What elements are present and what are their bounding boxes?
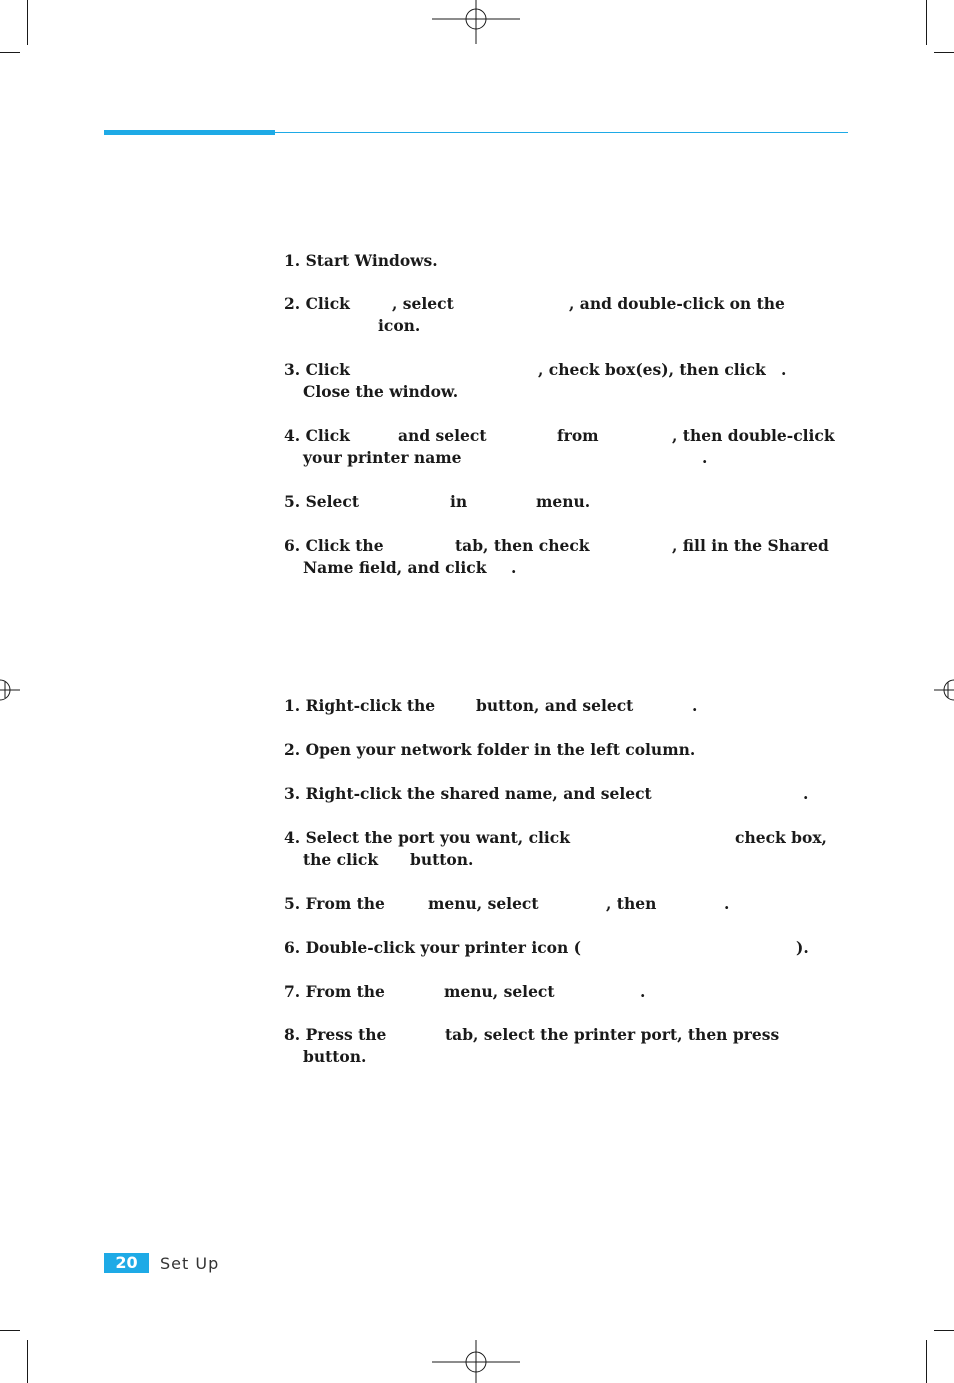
step-text: Name field, and click	[303, 558, 487, 577]
step-text: 6. Click the	[284, 536, 384, 555]
step-text: 4. Click	[284, 426, 350, 445]
step-text: the click	[303, 850, 379, 869]
header-accent-bar	[104, 130, 275, 135]
step-text: .	[781, 360, 787, 379]
registration-mark-top	[432, 0, 522, 45]
step-text: , then double-click	[672, 426, 835, 445]
crop-mark	[0, 1330, 20, 1331]
step-2-6	[284, 937, 844, 959]
step-text: from	[557, 426, 599, 445]
step-1-4	[284, 425, 844, 469]
step-1-1	[284, 250, 844, 272]
step-text: and select	[398, 426, 487, 445]
registration-mark-right	[932, 670, 954, 710]
step-2-8	[284, 1024, 844, 1068]
step-text: .	[640, 982, 646, 1001]
step-text: button.	[410, 850, 474, 869]
step-2-7	[284, 981, 844, 1003]
step-text: tab, then check	[455, 536, 590, 555]
crop-mark	[27, 0, 28, 45]
step-text: menu, select	[428, 894, 539, 913]
step-text: 6. Double-click your printer icon (	[284, 938, 582, 957]
step-1-3	[284, 359, 844, 403]
step-2-2	[284, 739, 844, 761]
step-text: , fill in the Shared	[672, 536, 829, 555]
crop-mark	[27, 1340, 28, 1383]
step-text: .	[511, 558, 517, 577]
step-text: ).	[796, 938, 809, 957]
step-2-3	[284, 783, 844, 805]
step-2-4	[284, 827, 844, 871]
step-text: menu, select	[444, 982, 555, 1001]
step-text: 1. Start Windows.	[284, 251, 438, 270]
step-text: 8. Press the	[284, 1025, 387, 1044]
section-name: Set Up	[160, 1254, 220, 1273]
step-1-2	[284, 293, 844, 337]
step-text: 4. Select the port you want, click	[284, 828, 570, 847]
step-text: 5. Select	[284, 492, 359, 511]
step-text: icon.	[378, 316, 421, 335]
step-text: 2. Open your network folder in the left column.	[284, 740, 696, 759]
crop-mark	[926, 1340, 927, 1383]
step-text: check box,	[735, 828, 827, 847]
step-text: button, and select	[476, 696, 634, 715]
step-text: Close the window.	[303, 382, 459, 401]
step-text: in	[450, 492, 468, 511]
crop-mark	[0, 52, 20, 53]
step-1-6	[284, 535, 844, 579]
step-text: , check box(es), then click	[538, 360, 766, 379]
step-text: 5. From the	[284, 894, 385, 913]
step-2-5	[284, 893, 844, 915]
step-text: button.	[303, 1047, 367, 1066]
page-number: 20	[104, 1253, 149, 1273]
step-text: 3. Click	[284, 360, 350, 379]
step-text: .	[702, 448, 708, 467]
step-2-1	[284, 695, 844, 717]
step-text: 2. Click	[284, 294, 350, 313]
step-text: , select	[392, 294, 454, 313]
crop-mark	[926, 0, 927, 45]
step-text: , and double-click on the	[569, 294, 785, 313]
crop-mark	[934, 1330, 954, 1331]
header-rule	[275, 132, 848, 133]
step-1-5	[284, 491, 844, 513]
step-text: tab, select the printer port, then press	[445, 1025, 780, 1044]
step-text: , then	[606, 894, 657, 913]
step-text: 7. From the	[284, 982, 385, 1001]
step-text: your printer name	[303, 448, 462, 467]
registration-mark-bottom	[432, 1338, 522, 1383]
step-text: .	[724, 894, 730, 913]
step-text: .	[803, 784, 809, 803]
step-text: menu.	[536, 492, 591, 511]
registration-mark-left	[0, 670, 22, 710]
step-text: 3. Right-click the shared name, and select	[284, 784, 652, 803]
step-text: 1. Right-click the	[284, 696, 436, 715]
crop-mark	[934, 52, 954, 53]
step-text: .	[692, 696, 698, 715]
